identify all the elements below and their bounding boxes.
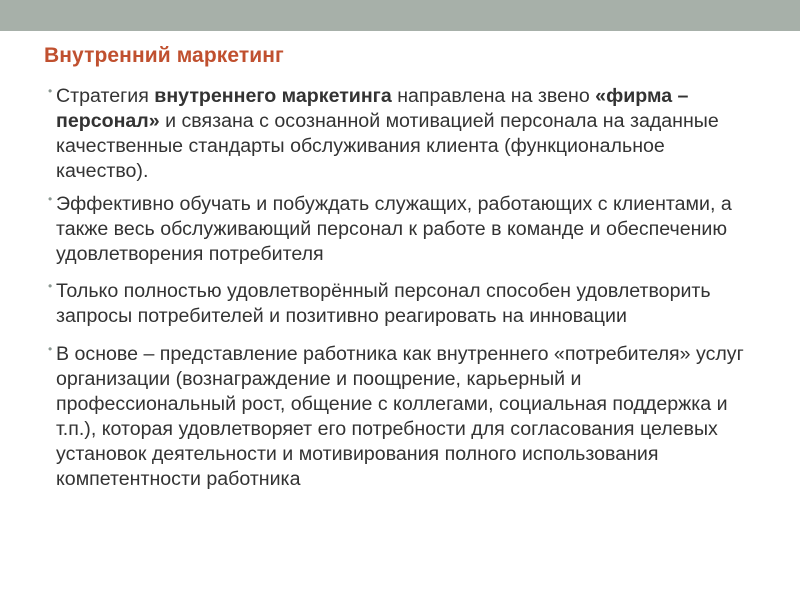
bullet-item-strategy (50, 84, 762, 184)
bold-term-firm-staff: «фирма – персонал» (56, 85, 689, 132)
bullet-item-internal-consumer: • В основе – представление работника как внутреннего «потребителя» услуг организации (вознаграждение и поощрение, карьерный и профессиональный рост, общение с коллегами, социальная поддержка и т.п.), которая удовлетворяет его потребности для согласования целевых установок деятельности и мотивирования полного использования компетентности работника (50, 342, 762, 492)
bullet-text: направлена на звено (391, 85, 596, 107)
top-banner (0, 0, 800, 31)
bold-term-internal-marketing: внутреннего маркетинга (154, 85, 392, 107)
bullet-list (50, 84, 762, 492)
bullet-text: Стратегия (56, 85, 155, 107)
slide-title: Внутренний маркетинг (44, 44, 284, 67)
bullet-item-training: • Эффективно обучать и побуждать служащих, работающих с клиентами, а также весь обслуживающий персонал к работе в команде и обеспечению удовлетворения потребителя (50, 192, 762, 267)
bullet-item-satisfied-staff: • Только полностью удовлетворённый персонал способен удовлетворить запросы потребителей и позитивно реагировать на инновации (50, 279, 762, 329)
bullet-text: и связана с осознанной мотивацией персонала на заданные качественные стандарты обслуживания клиента (функциональное качество). (56, 110, 719, 182)
